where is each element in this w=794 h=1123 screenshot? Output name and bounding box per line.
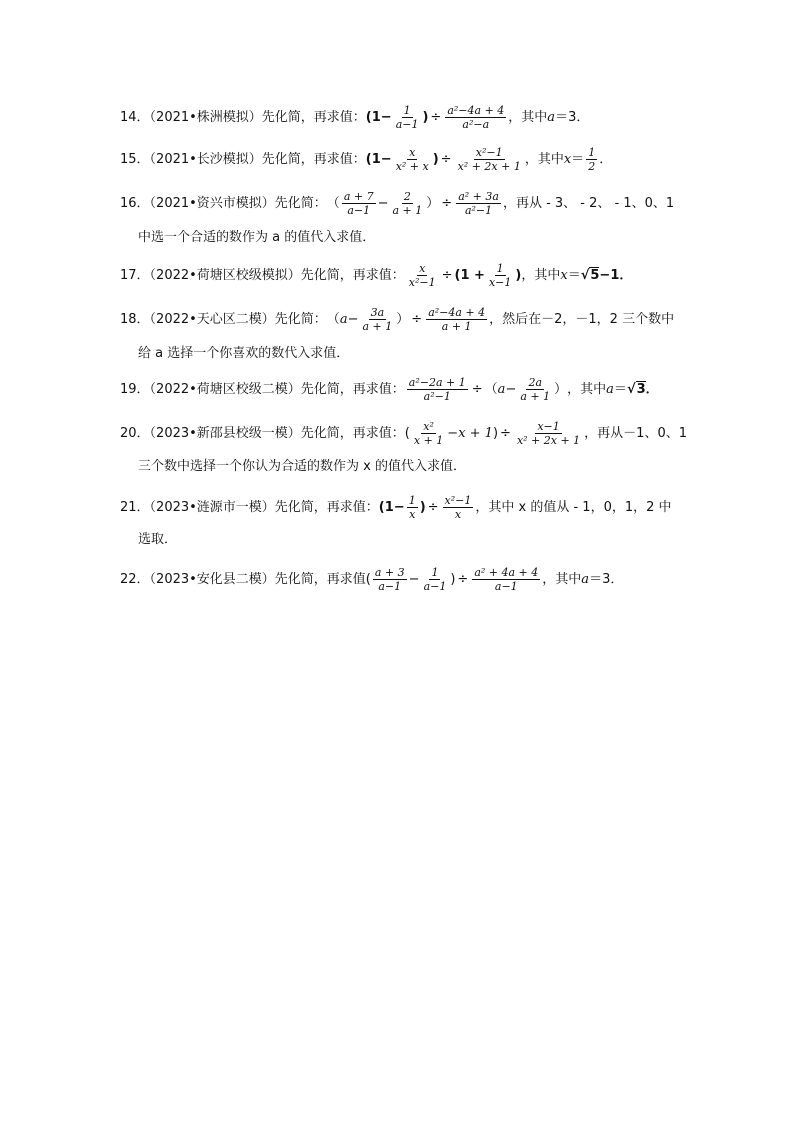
problem-16: 16．（2021•资兴市模拟）先化简： （ $\frac{a + 7}{a-1}$ − $\frac{2}{a + 1}$ ） ÷ $\frac{\text{a² + 3a}}{\text{a²−1}}$ ，再从 - 3、 - 2、 - 1、0、1 [120,190,675,217]
problem-15-text: 15．（2021•长沙模拟）先化简，再求值： [120,151,366,167]
problem-18: 18．（2022•天心区二模）先化简： （ a − $\frac{3a}{a + 1}$ ） ÷ $\frac{\text{a²−4a + 4}}{a + 1}$ ，然后在－2，－1，2 三个数中 [120,306,675,333]
problem-19-rest: ＝ [613,381,627,397]
problem-17-suffix: ，其中 [521,267,561,283]
problem-20-text: 20．（2023•新邵县校级一模）先化简，再求值： [120,425,405,441]
problem-22-var: a [581,571,590,587]
problem-17-rest: ＝ [567,267,581,283]
problem-17-var: x [560,267,568,283]
problem-20: 20．（2023•新邵县校级一模）先化简，再求值： ( $\frac{\text{x²}}{x + 1}$ −x + 1 ) ÷ $\frac{x-1}{\text{x² + 2x + 1}}$ ，再从－1、0、1 [120,420,687,447]
problem-15-var: x [563,151,572,167]
problem-19-suffix: ，其中 [567,381,607,397]
problem-19-var: a [606,381,614,397]
problem-15-rest: ＝ [571,151,585,167]
problem-18-suffix: ，然后在－2，－1，2 三个数中 [489,311,675,327]
problem-15-suffix: ，其中 [524,151,564,167]
problem-21: 21．（2023•涟源市一模）先化简，再求值： (1− $\frac{1}{x}$ ) ÷ $\frac{\text{x²−1}}{x}$ ，其中 x 的值从 - 1，0，1，2 中 [120,494,672,521]
problem-20-suffix: ，再从－1、0、1 [584,425,687,441]
problem-16-text: 16．（2021•资兴市模拟）先化简： [120,195,327,211]
problem-22: 22．（2023•安化县二模）先化简，再求值 ( $\frac{a + 3}{a-1}$ − $\frac{1}{a-1}$ ) ÷ $\frac{\text{a² + 4a + 4}}{a-1}$ ，其中 a ＝3． [120,566,624,593]
problem-21-cont: 选取． [138,532,178,547]
problem-21-suffix: ，其中 x 的值从 - 1，0，1，2 中 [475,499,672,515]
problem-14-text: 14．（2021•株洲模拟）先化简，再求值： [120,109,366,125]
problem-22-rest: ＝3． [589,571,624,587]
problem-19: 19．（2022•荷塘区校级二模）先化简，再求值： $\frac{\text{a²−2a + 1}}{\text{a²−1}}$ ÷ （ a − $\frac{2a}{a + 1}$ ） ，其中 a ＝ √3． [120,376,659,403]
problem-15: 15．（2021•长沙模拟）先化简，再求值： (1− $\frac{x}{\text{x² + x}}$ ) ÷ $\frac{\text{x²−1}}{\text{x² + 2x + 1}}$ ，其中 x ＝ $\frac{1}{2}$ ． [120,146,613,173]
problem-14: 14．（2021•株洲模拟）先化简，再求值： (1− $\frac{1}{a-1}$ ) ÷ $\frac{\text{a²−4a + 4}}{\text{a²−a}}$ ，其中 a ＝3． [120,104,590,131]
problem-14-rest: ＝3． [555,109,590,125]
problem-17-text: 17．（2022•荷塘区校级模拟）先化简，再求值： [120,267,405,283]
problem-18-cont: 给 a 选择一个你喜欢的数代入求值． [138,346,350,361]
problem-18-text: 18．（2022•天心区二模）先化简： [120,311,327,327]
problem-14-var: a [547,109,556,125]
problem-19-text: 19．（2022•荷塘区校级二模）先化简，再求值： [120,381,405,397]
problem-20-cont: 三个数中选择一个你认为合适的数作为 x 的值代入求值． [138,459,466,474]
problem-21-text: 21．（2023•涟源市一模）先化简，再求值： [120,499,379,515]
problem-16-suffix: ，再从 - 3、 - 2、 - 1、0、1 [502,195,675,211]
problem-22-text: 22．（2023•安化县二模）先化简，再求值 [120,571,366,587]
problem-17: 17．（2022•荷塘区校级模拟）先化简，再求值： $\frac{x}{\text{x²−1}}$ ÷ (1 + $\frac{1}{x-1}$ ) ，其中 x ＝ √5−1． [120,262,633,289]
problem-14-suffix: ，其中 [508,109,548,125]
problem-22-suffix: ，其中 [542,571,582,587]
problem-16-cont: 中选一个合适的数作为 a 的值代入求值． [138,230,376,245]
